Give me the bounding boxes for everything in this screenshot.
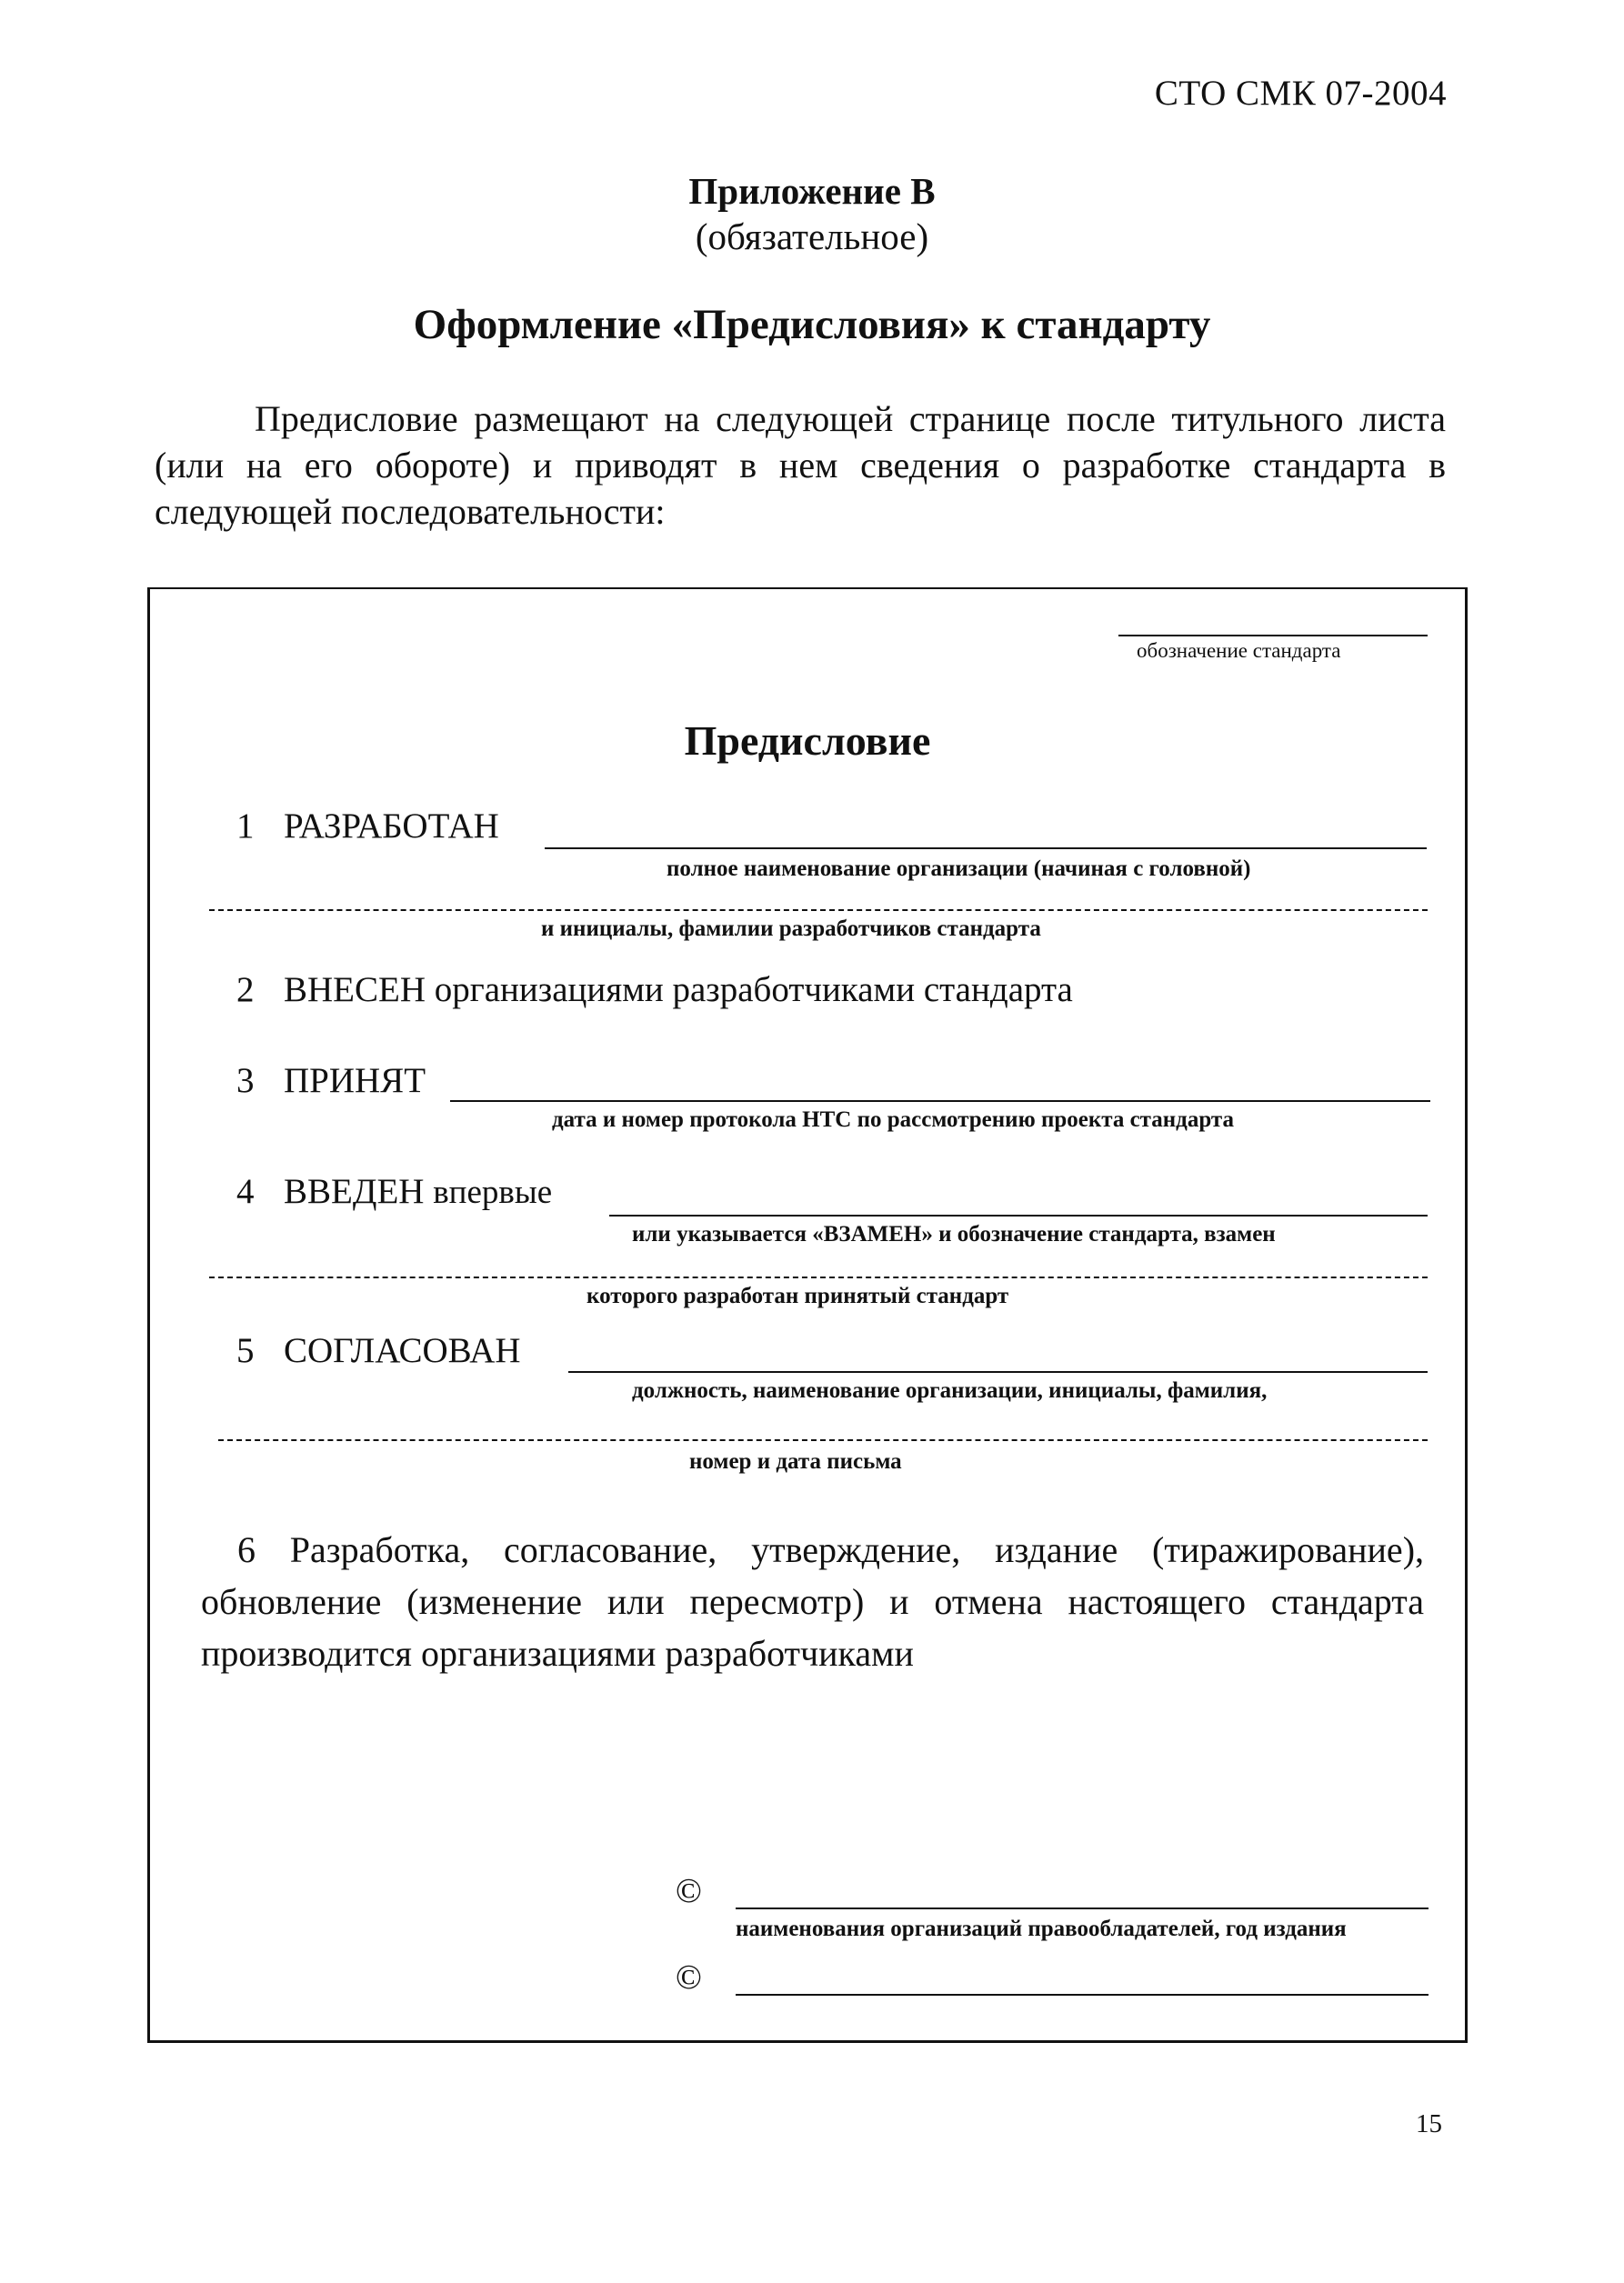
item-6 [201,1524,1424,1679]
item-2 [236,969,1073,1010]
intro-paragraph: Предисловие размещают на следующей странице после титульного листа (или на его обороте) и приводят в нем сведения о разработке стандарта в следующей последовательности: [155,398,1446,532]
appendix-status: (обязательное) [695,215,929,257]
item-5-fill-line [568,1371,1428,1373]
item-6-text: Разработка, согласование, утверждение, издание (тиражирование), обновление (изменение или пересмотр) и отмена настоящего стандарта производится организациями разработчиками [201,1529,1425,1674]
item-3-number: 3 [236,1061,255,1100]
section-heading: Оформление «Предисловия» к стандарту [413,301,1211,348]
item-4-suffix: впервые [433,1174,553,1211]
copyright-symbol-1: © [676,1872,702,1910]
item-3-label: ПРИНЯТ [284,1061,426,1100]
copyright-caption: наименования организаций правообладателей, год издания [736,1917,1347,1941]
item-5-caption-2: номер и дата письма [689,1449,902,1474]
item-5 [236,1330,521,1371]
item-1-fill-line [545,847,1427,849]
item-4-caption-2: которого разработан принятый стандарт [586,1284,1009,1308]
item-4-caption: или указывается «ВЗАМЕН» и обозначение стандарта, взамен [632,1222,1276,1247]
designation-caption: обозначение стандарта [1137,639,1341,662]
item-1-caption-2: и инициалы, фамилии разработчиков стандарта [541,916,1041,941]
copyright-symbol-2: © [676,1958,702,1997]
item-4-second-line [209,1277,1428,1278]
item-1-caption: полное наименование организации (начиная с головной) [667,856,1251,881]
item-5-label: СОГЛАСОВАН [284,1331,521,1370]
item-4 [236,1171,552,1212]
page-number: 15 [1416,2109,1442,2138]
item-4-number: 4 [236,1172,255,1211]
copyright-line-1 [736,1908,1429,1909]
item-5-number: 5 [236,1331,255,1370]
item-5-caption: должность, наименование организации, инициалы, фамилия, [632,1378,1268,1403]
item-4-fill-line [609,1215,1428,1217]
item-4-label: ВВЕДЕН [284,1172,425,1211]
document-code: СТО СМК 07-2004 [1154,74,1447,113]
item-1-label: РАЗРАБОТАН [284,806,499,846]
designation-line [1118,635,1428,636]
item-1 [236,806,499,846]
item-3 [236,1060,426,1101]
item-5-second-line [218,1439,1428,1441]
item-2-number: 2 [236,970,255,1009]
appendix-title: Приложение В [688,170,936,212]
item-2-label: ВНЕСЕН организациями разработчиками стандарта [284,970,1073,1009]
foreword-form-frame [147,587,1468,2043]
item-6-number: 6 [237,1529,256,1570]
copyright-line-2 [736,1994,1429,1996]
item-1-number: 1 [236,806,255,846]
item-3-caption: дата и номер протокола НТС по рассмотрению проекта стандарта [552,1107,1234,1132]
item-1-second-line [209,909,1428,911]
item-3-fill-line [450,1100,1430,1102]
foreword-title: Предисловие [684,717,931,764]
